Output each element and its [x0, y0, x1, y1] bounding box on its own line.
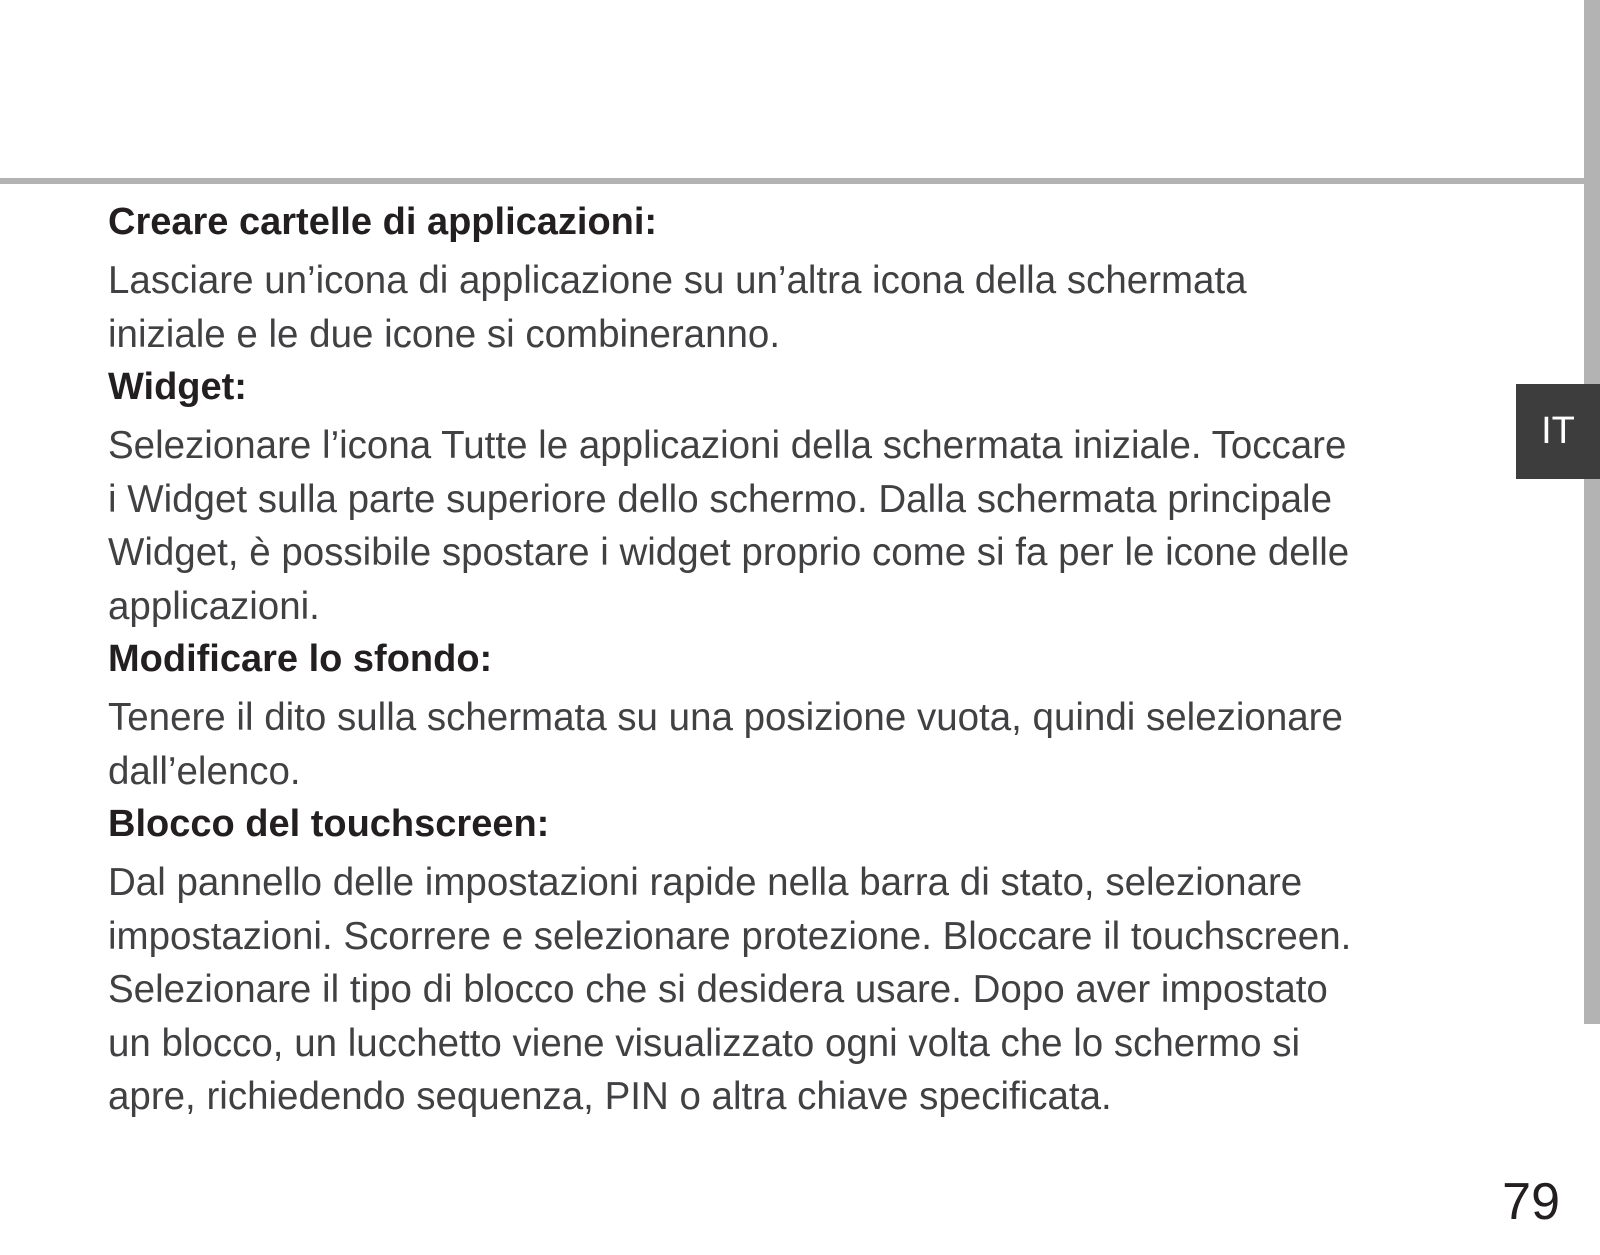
body-line: Lasciare un’icona di applicazione su un’altra icona della schermata — [108, 259, 1247, 302]
section-change-wallpaper — [108, 633, 1508, 798]
top-divider — [0, 178, 1584, 184]
section-heading: Creare cartelle di applicazioni: — [108, 201, 658, 243]
section-body — [108, 254, 1508, 361]
body-line: dall’elenco. — [108, 749, 301, 793]
body-line: applicazioni. — [108, 584, 320, 628]
section-heading: Modificare lo sfondo: — [108, 638, 493, 680]
language-tab: IT — [1516, 384, 1600, 479]
section-body — [108, 691, 1508, 798]
body-line: Dal pannello delle impostazioni rapide nella barra di stato, selezionare — [108, 861, 1303, 904]
body-line: i Widget sulla parte superiore dello schermo. Dalla schermata principale — [108, 477, 1333, 521]
body-line: Tenere il dito sulla schermata su una posizione vuota, quindi selezionare — [108, 696, 1343, 739]
body-line: Selezionare l’icona Tutte le applicazioni della schermata iniziale. Toccare — [108, 424, 1347, 467]
page-number: 79 — [1502, 1173, 1560, 1231]
section-heading: Widget: — [108, 366, 247, 408]
section-heading: Blocco del touchscreen: — [108, 803, 550, 845]
body-line: un blocco, un lucchetto viene visualizzato ogni volta che lo schermo si — [108, 1021, 1301, 1065]
body-line: Widget, è possibile spostare i widget proprio come si fa per le icone delle — [108, 531, 1350, 574]
section-create-folders — [108, 196, 1508, 361]
page-content — [108, 196, 1508, 1124]
section-body — [108, 856, 1508, 1124]
body-line: impostazioni. Scorrere e selezionare protezione. Bloccare il touchscreen. — [108, 914, 1352, 958]
body-line: Selezionare il tipo di blocco che si desidera usare. Dopo aver impostato — [108, 968, 1328, 1011]
section-body — [108, 419, 1508, 633]
right-edge-bar — [1584, 0, 1600, 1024]
body-line: iniziale e le due icone si combineranno. — [108, 312, 781, 356]
section-widget — [108, 361, 1508, 633]
body-line: apre, richiedendo sequenza, PIN o altra chiave specificata. — [108, 1075, 1112, 1118]
section-touchscreen-lock — [108, 798, 1508, 1124]
